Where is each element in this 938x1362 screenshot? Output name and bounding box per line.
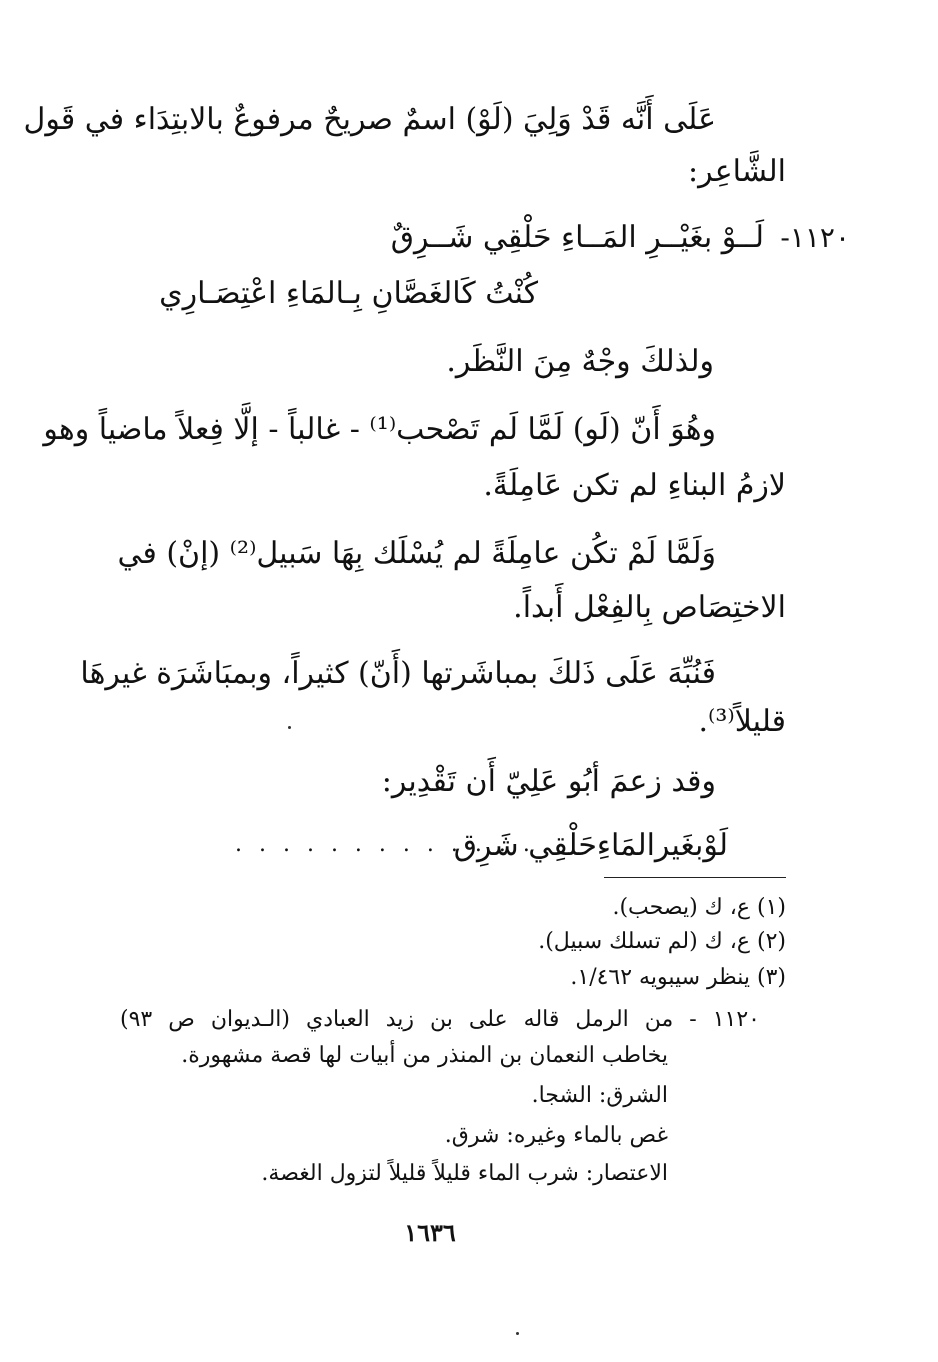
- paragraph-1-line-1: عَلَى أَنَّه قَدْ وَلِيَ (لَوْ) اسمٌ صريحٌ مرفوعٌ بالابتِدَاء في قَول: [23, 102, 716, 137]
- paragraph-5-line-2: قليلاً⁽³⁾.: [698, 704, 786, 739]
- verse-2-text: لَوْبغَيرالمَاءِحَلْقِي شَرِق: [453, 828, 728, 863]
- paragraph-3-line-1: وهُوَ أَنّ (لَو) لَمَّا لَم تَصْحب⁽¹⁾ - غالباً - إلَّا فِعلاً ماضياً وهو: [43, 412, 716, 447]
- footnote-2: (٢) ع، ك (لم تسلك سبيل).: [538, 929, 786, 954]
- paragraph-5-line-1: فَنُبِّهَ عَلَى ذَلكَ بمباشَرتها (أَنّ) كثيراً، وبمبَاشَرَة غيرهَا: [80, 656, 716, 691]
- footnote-3: (٣) ينظر سيبويه ١/٤٦٢.: [570, 965, 786, 990]
- page-number: ١٦٣٦: [404, 1218, 456, 1247]
- paragraph-6-line-1: وقد زعمَ أبُو عَلِيّ أَن تَقْدِير:: [381, 764, 716, 799]
- paragraph-1-line-2: الشَّاعِر:: [688, 154, 786, 189]
- footnote-verse-line-2: يخاطب النعمان بن المنذر من أبيات لها قصة مشهورة.: [181, 1043, 668, 1068]
- footnote-verse-line-5: الاعتصار: شرب الماء قليلاً قليلاً لتزول الغصة.: [261, 1161, 668, 1186]
- footnote-1: (١) ع، ك (يصحب).: [612, 895, 786, 920]
- verse-hemistich-1: لَــوْ بغَيْــرِ المَــاءِ حَلْقِي شَــرِقٌ: [390, 220, 764, 255]
- footnote-verse-line-4: غص بالماء وغيره: شرق.: [444, 1123, 668, 1148]
- footnote-divider: [604, 877, 786, 878]
- paragraph-4-line-2: الاختِصَاص بِالفِعْل أَبداً.: [513, 590, 786, 625]
- paragraph-2-line-1: ولذلكَ وجْهٌ مِنَ النَّظَر.: [446, 344, 714, 379]
- print-speck: [516, 1332, 519, 1335]
- verse-number: ١١٢٠-: [780, 221, 850, 254]
- footnote-verse-line-1: ١١٢٠ - من الرمل قاله على بن زيد العبادي (الـديوان ص ٩٣): [120, 1007, 760, 1032]
- paragraph-4-line-1: وَلَمَّا لَمْ تكُن عامِلَةً لم يُسْلَك بِهَا سَبيل⁽²⁾ (إنْ) في: [117, 536, 716, 571]
- verse-2-ellipsis: . . . . . . . . . . . . .: [235, 832, 535, 857]
- paragraph-3-line-2: لازمُ البناءِ لم تكن عَامِلَةً.: [483, 468, 786, 503]
- footnote-verse-line-3: الشرق: الشجا.: [531, 1083, 668, 1108]
- verse-hemistich-2: كُنْتُ كَالغَصَّانِ بِـالمَاءِ اعْتِصَـارِي: [159, 276, 538, 311]
- print-speck: [288, 726, 291, 729]
